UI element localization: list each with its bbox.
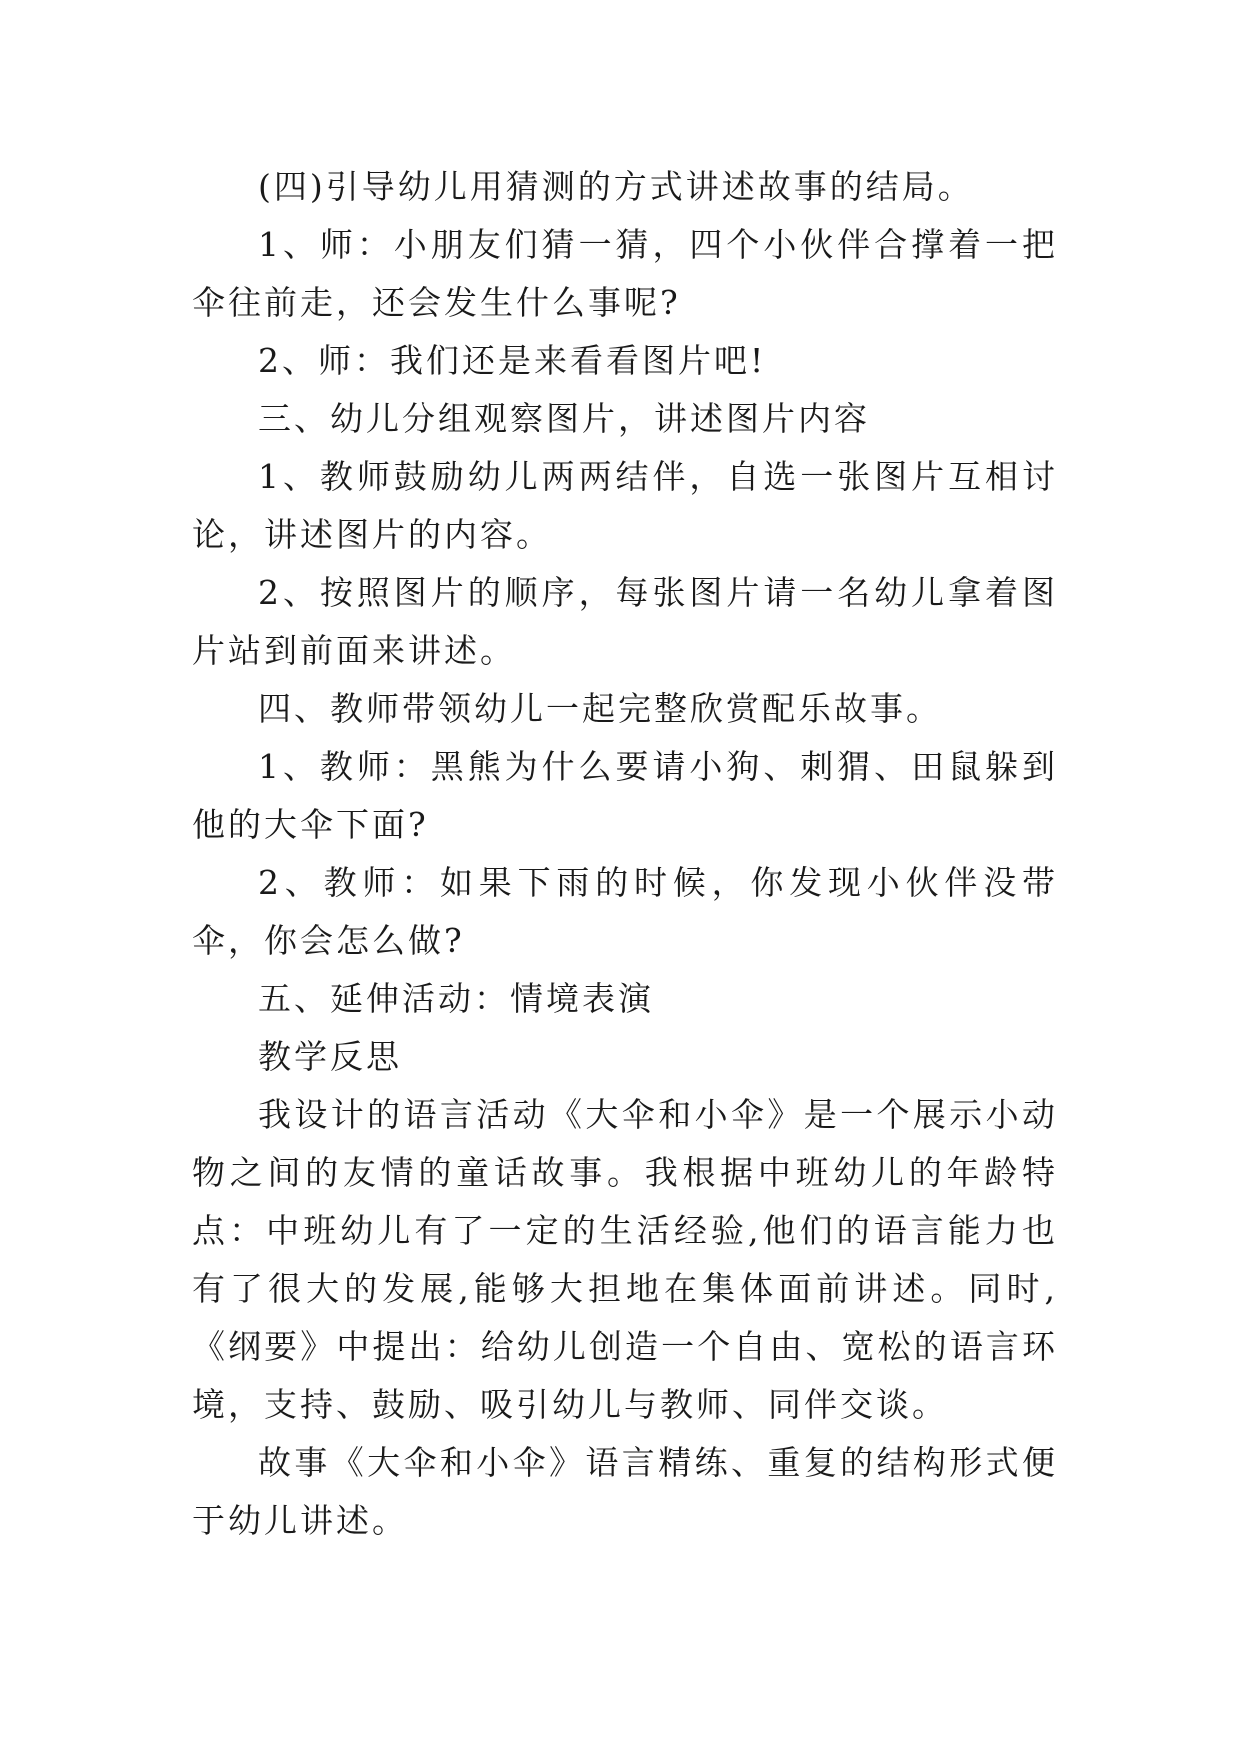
paragraph-teacher-question-1: 1、师：小朋友们猜一猜，四个小伙伴合撑着一把伞往前走，还会发生什么事呢? [192, 225, 1058, 322]
paragraph-part-4-heading: 四、教师带领幼儿一起完整欣赏配乐故事。 [258, 689, 942, 728]
paragraph-part-3-step-2: 2、按照图片的顺序，每张图片请一名幼儿拿着图片站到前面来讲述。 [192, 573, 1058, 670]
paragraph-reflection-body-1: 我设计的语言活动《大伞和小伞》是一个展示小动物之间的友情的童话故事。我根据中班幼儿的年龄特点：中班幼儿有了一定的生活经验,他们的语言能力也有了很大的发展,能够大担地在集体面前讲述。同时,《纲要》中提出：给幼儿创造一个自由、宽松的语言环境，支持、鼓励、吸引幼儿与教师、同伴交谈。 [192, 1095, 1058, 1424]
paragraph-reflection-body-2: 故事《大伞和小伞》语言精练、重复的结构形式便于幼儿讲述。 [192, 1443, 1058, 1540]
paragraph-part-3-heading: 三、幼儿分组观察图片，讲述图片内容 [258, 399, 870, 438]
paragraph-section-4-heading: (四)引导幼儿用猜测的方式讲述故事的结局。 [258, 167, 974, 206]
paragraph-reflection-heading: 教学反思 [258, 1037, 402, 1076]
paragraph-part-5-heading: 五、延伸活动：情境表演 [258, 979, 654, 1018]
paragraph-part-4-question-2: 2、教师：如果下雨的时候，你发现小伙伴没带伞，你会怎么做? [192, 863, 1058, 960]
document-body [192, 158, 1058, 1550]
paragraph-part-4-question-1: 1、教师：黑熊为什么要请小狗、刺猬、田鼠躲到他的大伞下面? [192, 747, 1058, 844]
paragraph-part-3-step-1: 1、教师鼓励幼儿两两结伴，自选一张图片互相讨论，讲述图片的内容。 [192, 457, 1058, 554]
paragraph-teacher-question-2: 2、师：我们还是来看看图片吧! [258, 341, 767, 380]
